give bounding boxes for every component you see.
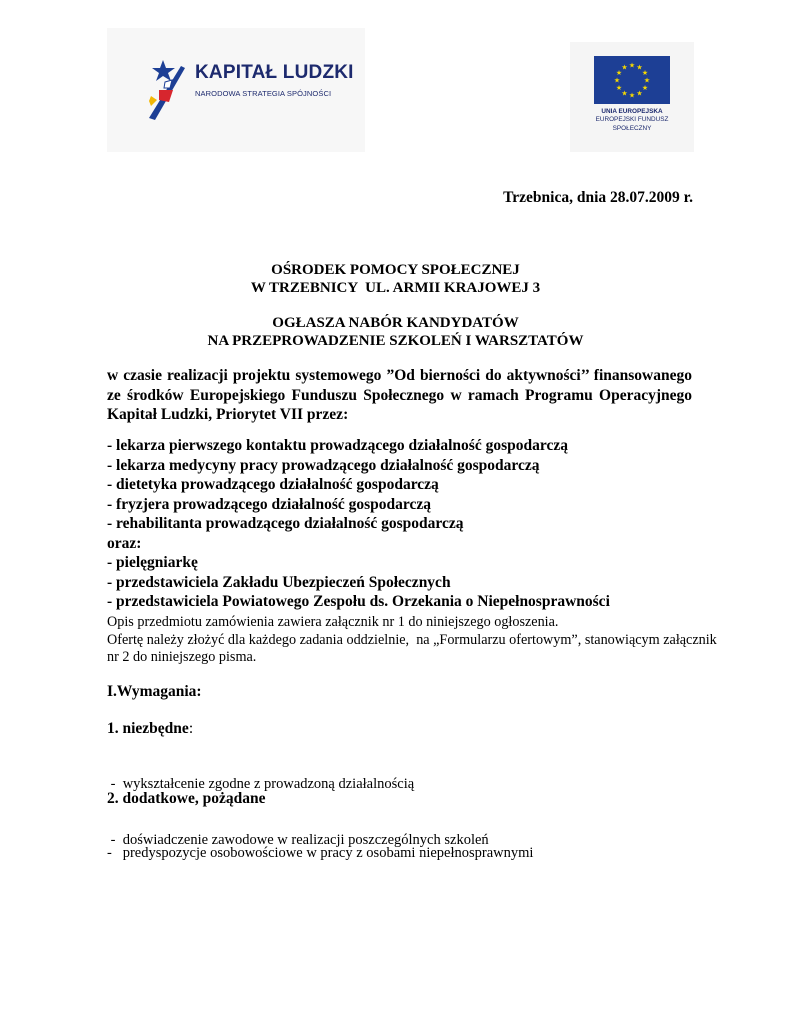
list-item: - przedstawiciela Powiatowego Zespołu ds. Orzekania o Niepełnosprawności [107, 593, 610, 610]
eu-star-icon: ★ [641, 69, 649, 77]
eu-line-1: UNIA EUROPEJSKA [601, 108, 663, 115]
eu-star-icon: ★ [628, 91, 636, 100]
eu-star-icon: ★ [613, 76, 621, 85]
list-item: - przedstawiciela Zakładu Ubezpieczeń Społecznych [107, 573, 451, 591]
intro-paragraph: w czasie realizacji projektu systemowego ”Od bierności do aktywności’’ finansowanego ze środków Europejskiego Funduszu Społecznego w ramach Programu Operacyjnego Kapitał Ludzki, Priorytet VII przez: [107, 367, 692, 423]
eu-star-icon: ★ [636, 89, 643, 98]
opis-line-2: Ofertę należy złożyć dla każdego zadania oddzielnie, na „Formularzu ofertowym”, stanowiącym załącznik nr 2 do niniejszego pisma. [107, 631, 721, 665]
eu-line-2: EUROPEJSKI FUNDUSZ [595, 116, 669, 124]
requirements-heading: I.Wymagania: [107, 683, 202, 700]
list-item: - fryzjera prowadzącego działalność gospodarczą [107, 495, 432, 513]
essential-heading-colon: : [188, 720, 194, 737]
eu-star-icon: ★ [641, 84, 649, 92]
eu-star-icon: ★ [621, 63, 628, 72]
eu-star-icon: ★ [643, 76, 651, 85]
list-item: - rehabilitanta prowadzącego działalność gospodarczą [107, 515, 464, 532]
list-item: oraz: [107, 534, 142, 552]
eu-star-icon: ★ [615, 69, 623, 77]
institution-name: OŚRODEK POMOCY SPOŁECZNEJ [271, 262, 520, 278]
eu-star-icon: ★ [628, 61, 636, 70]
announcement-line-1: OGŁASZA NABÓR KANDYDATÓW [272, 315, 519, 331]
order-description [107, 614, 725, 667]
institution-address: W TRZEBNICY UL. ARMII KRAJOWEJ 3 [250, 280, 541, 296]
list-item: - dietetyka prowadzącego działalność gospodarczą [107, 476, 439, 493]
list-item: - doświadczenie zawodowe w realizacji poszczególnych szkoleń [107, 831, 489, 848]
institution-header [100, 261, 691, 297]
desired-list [107, 807, 533, 881]
kapital-ludzki-star-icon [145, 56, 187, 127]
essential-heading [107, 720, 193, 738]
eu-logo [570, 42, 694, 152]
eu-line-3: SPOŁECZNY [612, 124, 652, 132]
list-item: - pielęgniarkę [107, 554, 198, 571]
opis-line-1: Opis przedmiotu zamówienia zawiera załącznik nr 1 do niniejszego ogłoszenia. [107, 614, 559, 630]
list-item: - lekarza pierwszego kontaktu prowadzącego działalność gospodarczą [107, 437, 568, 454]
candidate-list [107, 436, 707, 612]
eu-logo-text [570, 108, 694, 133]
list-item: - wykształcenie zgodne z prowadzoną działalnością [107, 776, 415, 792]
desired-heading: 2. dodatkowe, pożądane [107, 790, 266, 807]
kapital-ludzki-logo [107, 28, 365, 152]
eu-star-icon: ★ [636, 63, 643, 72]
eu-star-icon: ★ [615, 84, 623, 92]
list-item: - predyspozycje osobowościowe w pracy z osobami niepełnosprawnymi [107, 845, 534, 861]
document-date: Trzebnica, dnia 28.07.2009 r. [503, 189, 693, 206]
list-item: - lekarza medycyny pracy prowadzącego działalność gospodarczą [107, 456, 540, 474]
eu-flag-icon [594, 56, 670, 109]
kapital-ludzki-subtitle: NARODOWA STRATEGIA SPÓJNOŚCI [195, 89, 332, 98]
announcement-title [100, 314, 691, 350]
announcement-line-2: NA PRZEPROWADZENIE SZKOLEŃ I WARSZTATÓW [207, 333, 584, 349]
eu-star-icon: ★ [621, 89, 628, 98]
essential-heading-text: 1. niezbędne [107, 720, 189, 737]
kapital-ludzki-title: KAPITAŁ LUDZKI [195, 62, 354, 83]
